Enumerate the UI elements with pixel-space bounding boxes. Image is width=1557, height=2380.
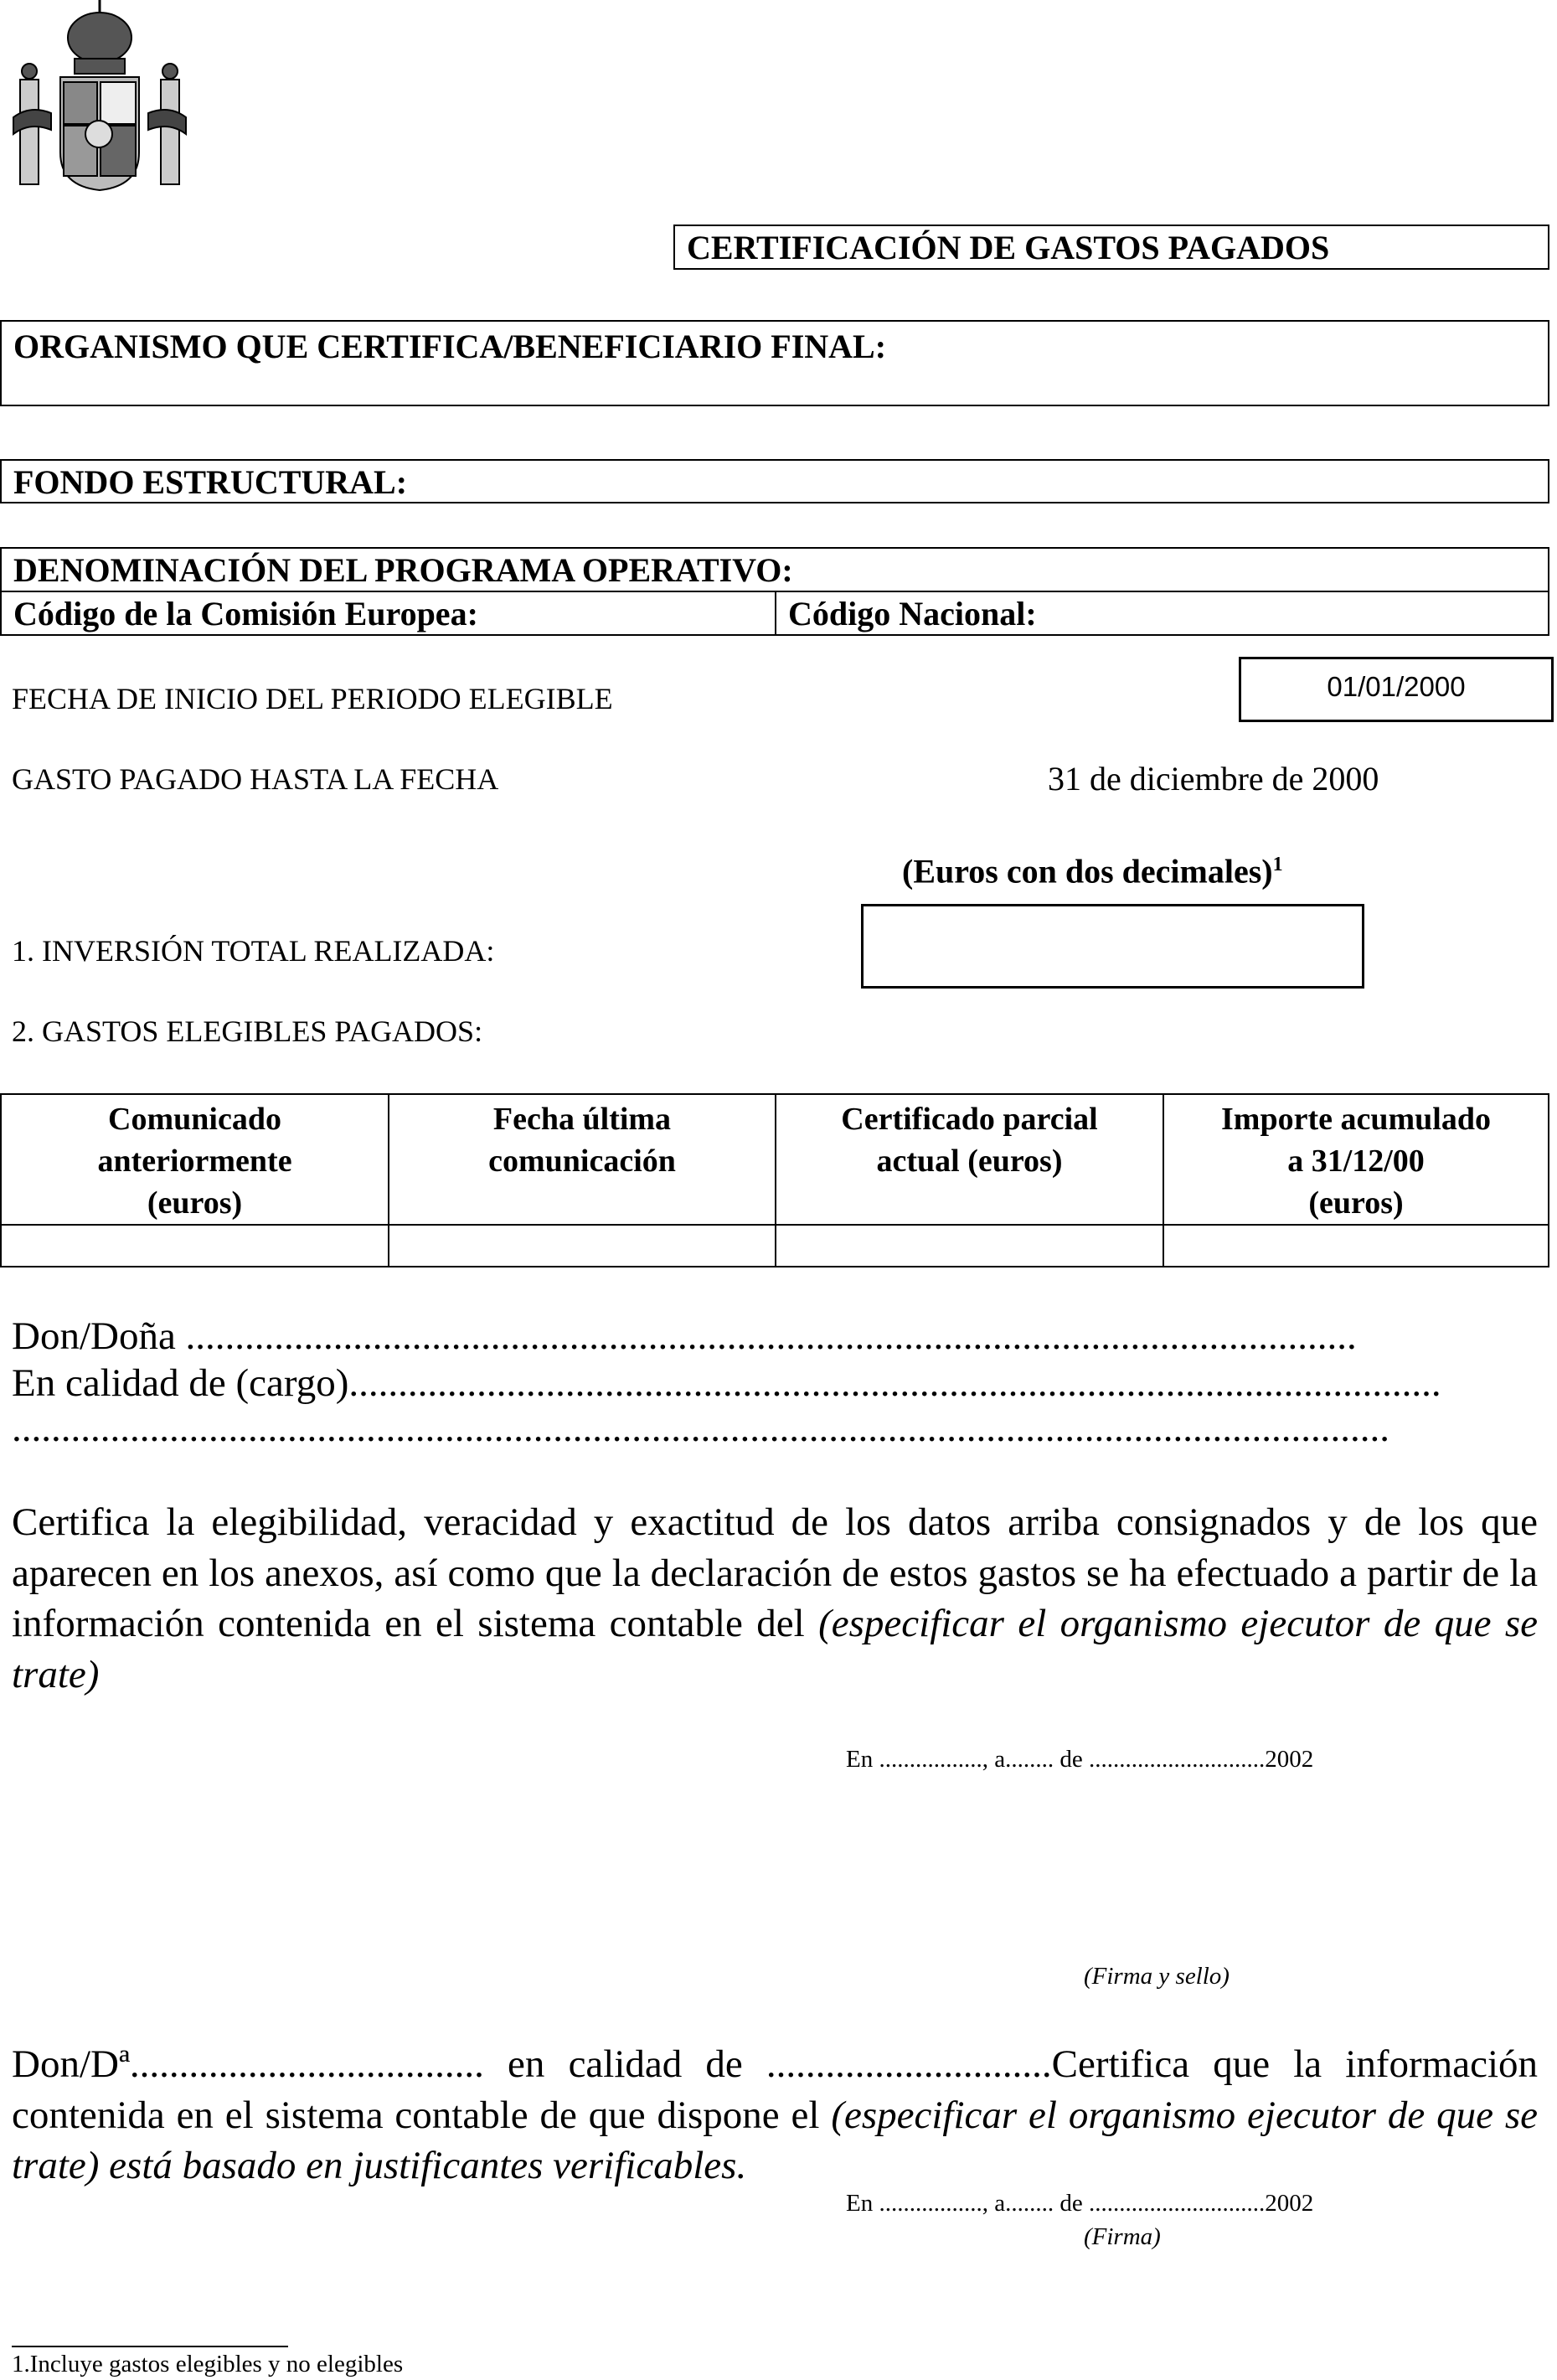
en-calidad-line: En calidad de (cargo)............................................................................................................... <box>12 1361 1441 1405</box>
cell-certificado[interactable] <box>776 1224 1164 1266</box>
inversion-label: 1. INVERSIÓN TOTAL REALIZADA: <box>12 934 495 968</box>
cell-comunicado[interactable] <box>2 1224 389 1266</box>
firma-sello <box>1084 1963 1230 1990</box>
firma-sello-text: (Firma y sello) <box>1084 1963 1230 1990</box>
programa-field[interactable] <box>0 547 1549 592</box>
header-importe <box>1164 1095 1548 1224</box>
header-line: actual (euros) <box>876 1144 1063 1179</box>
certifica-italic: (especificar el organismo ejecutor de que se trate) <box>12 1602 1539 1696</box>
footnote-ref: 1 <box>1272 854 1283 875</box>
header-line: Certificado parcial <box>841 1102 1098 1137</box>
header-line: Importe acumulado <box>1221 1102 1491 1137</box>
codigo-nacional-field[interactable] <box>775 591 1549 636</box>
header-line: (euros) <box>1308 1185 1404 1221</box>
second-italic: (especificar el organismo ejecutor de que se trate) está basado en justificantes verificables. <box>12 2093 1539 2187</box>
cell-importe[interactable] <box>1164 1224 1548 1266</box>
header-line: Comunicado <box>108 1102 281 1137</box>
codigo-nacional-label: Código Nacional: <box>788 595 1037 632</box>
footnote-divider <box>12 2346 288 2347</box>
header-line: Fecha última <box>492 1102 672 1137</box>
firma-text: (Firma) <box>1084 2223 1161 2250</box>
certifica-paragraph <box>12 1497 1538 1700</box>
firma <box>1084 2223 1161 2250</box>
gasto-pagado-label: GASTO PAGADO HASTA LA FECHA <box>12 762 499 796</box>
second-paragraph <box>12 2039 1538 2192</box>
fondo-field[interactable] <box>0 459 1549 503</box>
gasto-pagado-value: 31 de diciembre de 2000 <box>1048 760 1379 798</box>
header-fecha <box>389 1095 776 1224</box>
don-dona-line: Don/Doña ....................................................................................................................... <box>12 1314 1357 1358</box>
programa-label: DENOMINACIÓN DEL PROGRAMA OPERATIVO: <box>13 551 793 589</box>
footnote: 1.Incluye gastos elegibles y no elegibles <box>12 2351 404 2377</box>
codigo-ce-field[interactable] <box>0 591 776 636</box>
dots-line: ............................................................................................................................................ <box>12 1407 1389 1450</box>
header-line: anteriormente <box>97 1144 292 1179</box>
second-text: Don/Dª.................................... en calidad de .............................Certifica que la información contenida en el sistema contable de que dispone el <box>12 2042 1538 2137</box>
place-date-2: En ................., a........ de .............................2002 <box>846 2190 1314 2217</box>
codigo-ce-label: Código de la Comisión Europea: <box>13 595 478 632</box>
fondo-label: FONDO ESTRUCTURAL: <box>13 463 408 501</box>
header-line: comunicación <box>488 1144 676 1179</box>
euros-note <box>902 846 1283 890</box>
title-box <box>673 225 1549 270</box>
certifica-text: Certifica la elegibilidad, veracidad y exactitud de los datos arriba consignados y de los que aparecen en los anexos, así como que la declaración de estos gastos se ha efectuado a partir de la información contenida en el sistema contable del <box>12 1500 1538 1645</box>
header-comunicado <box>2 1095 389 1224</box>
header-certificado <box>776 1095 1164 1224</box>
header-line: a 31/12/00 <box>1287 1144 1425 1179</box>
header-line: (euros) <box>147 1185 243 1221</box>
organismo-field[interactable] <box>0 320 1549 406</box>
gastos-label: 2. GASTOS ELEGIBLES PAGADOS: <box>12 1014 483 1048</box>
place-date-1: En ................., a........ de .............................2002 <box>846 1746 1314 1773</box>
fecha-inicio-field[interactable] <box>1239 657 1554 722</box>
coat-of-arms-emblem <box>12 0 188 193</box>
organismo-label: ORGANISMO QUE CERTIFICA/BENEFICIARIO FINAL: <box>13 328 887 365</box>
inversion-field[interactable] <box>861 904 1364 989</box>
document-title: CERTIFICACIÓN DE GASTOS PAGADOS <box>687 229 1330 266</box>
fecha-inicio-label: FECHA DE INICIO DEL PERIODO ELEGIBLE <box>12 682 613 715</box>
gastos-table <box>0 1093 1549 1267</box>
euros-note-text: (Euros con dos decimales) <box>902 852 1273 891</box>
fecha-inicio-value: 01/01/2000 <box>1327 671 1466 702</box>
cell-fecha[interactable] <box>389 1224 776 1266</box>
